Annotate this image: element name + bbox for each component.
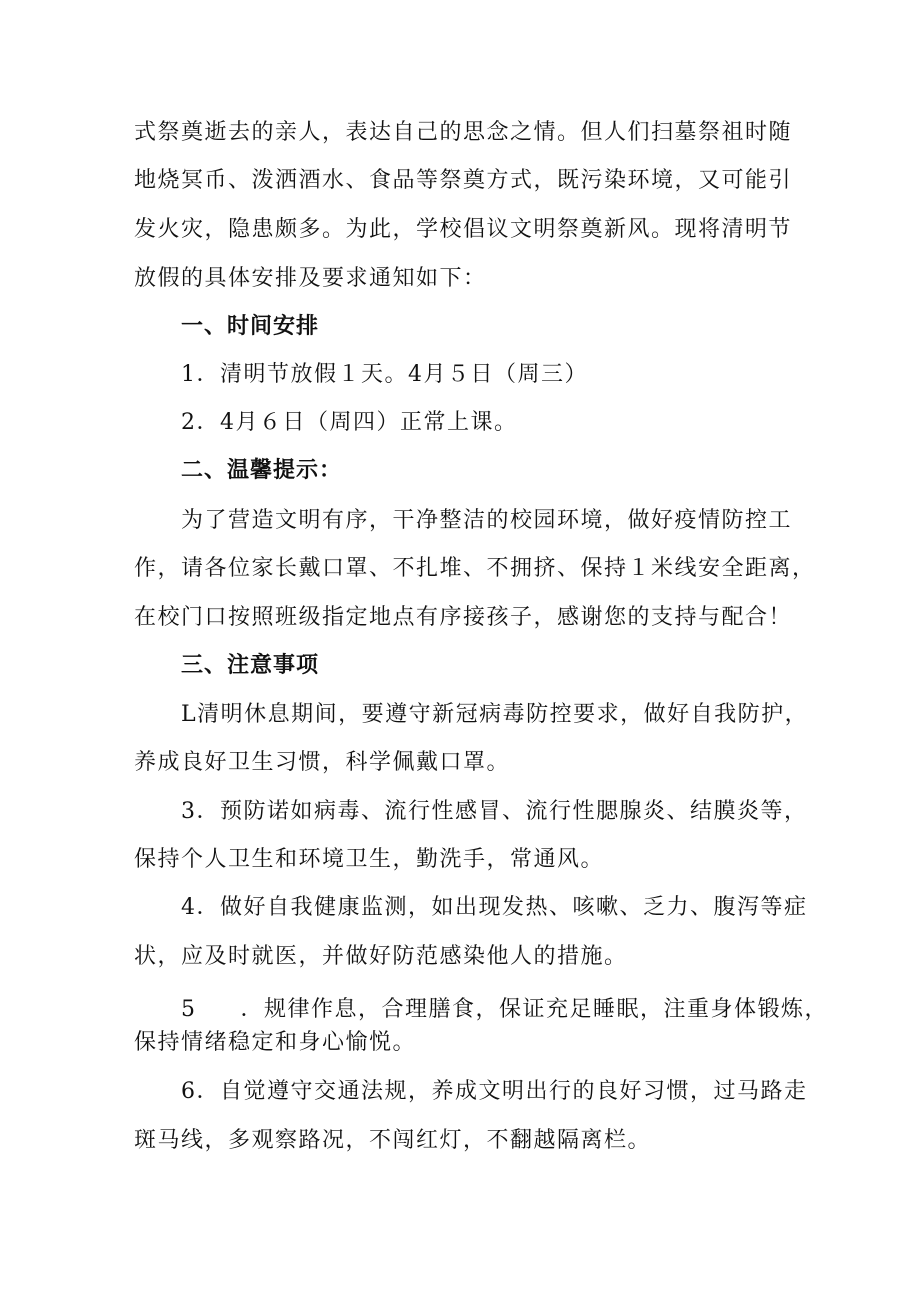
tips-line-3: 在校门口按照班级指定地点有序接孩子，感谢您的支持与配合！ <box>134 605 793 630</box>
tips-line-2: 作，请各位家长戴口罩、不扎堆、不拥挤、保持１米线安全距离， <box>134 556 816 581</box>
notes-item-3-line-2: 保持个人卫生和环境卫生，勤洗手，常通风。 <box>134 847 605 872</box>
intro-line-1: 式祭奠逝去的亲人，表达自己的思念之情。但人们扫墓祭祖时随 <box>134 120 793 145</box>
notes-item-6-line-2: 斑马线，多观察路况，不闯红灯，不翻越隔离栏。 <box>134 1128 652 1153</box>
notes-item-5-line-1 <box>181 995 828 1025</box>
notes-item-3-line-1: 3．预防诺如病毒、流行性感冒、流行性腮腺炎、结膜炎等， <box>181 799 808 824</box>
notes-item-1-line-2: 养成良好卫生习惯，科学佩戴口罩。 <box>134 750 511 775</box>
section-heading-notes: 三、注意事项 <box>181 653 320 678</box>
tips-line-1: 为了营造文明有序，干净整洁的校园环境，做好疫情防控工 <box>181 508 793 533</box>
intro-line-2: 地烧冥币、泼洒酒水、食品等祭奠方式，既污染环境，又可能引 <box>134 168 793 193</box>
intro-line-3: 发火灾，隐患颇多。为此，学校倡议文明祭奠新风。现将清明节 <box>134 217 793 242</box>
time-item-2: 2．4月６日（周四）正常上课。 <box>181 410 518 435</box>
notes-item-6-line-1: 6．自觉遵守交通法规，养成文明出行的良好习惯，过马路走 <box>181 1079 808 1104</box>
time-item-1: 1．清明节放假１天。4月５日（周三） <box>181 362 588 387</box>
intro-line-4: 放假的具体安排及要求通知如下： <box>134 266 487 291</box>
section-heading-tips: 二、温馨提示： <box>181 458 343 483</box>
notes-item-5-number: 5 <box>181 997 197 1022</box>
notes-item-4-line-2: 状，应及时就医，并做好防范感染他人的措施。 <box>134 944 628 969</box>
section-heading-time: 一、时间安排 <box>181 314 320 339</box>
notes-item-1-line-1: L清明休息期间，要遵守新冠病毒防控要求，做好自我防护， <box>181 702 809 727</box>
notes-item-5-line-2: 保持情绪稳定和身心愉悦。 <box>134 1030 417 1055</box>
notes-item-4-line-1: 4．做好自我健康监测，如出现发热、咳嗽、乏力、腹泻等症 <box>181 895 808 920</box>
notes-item-5-text: ．规律作息，合理膳食，保证充足睡眠，注重身体锻炼， <box>240 997 829 1022</box>
